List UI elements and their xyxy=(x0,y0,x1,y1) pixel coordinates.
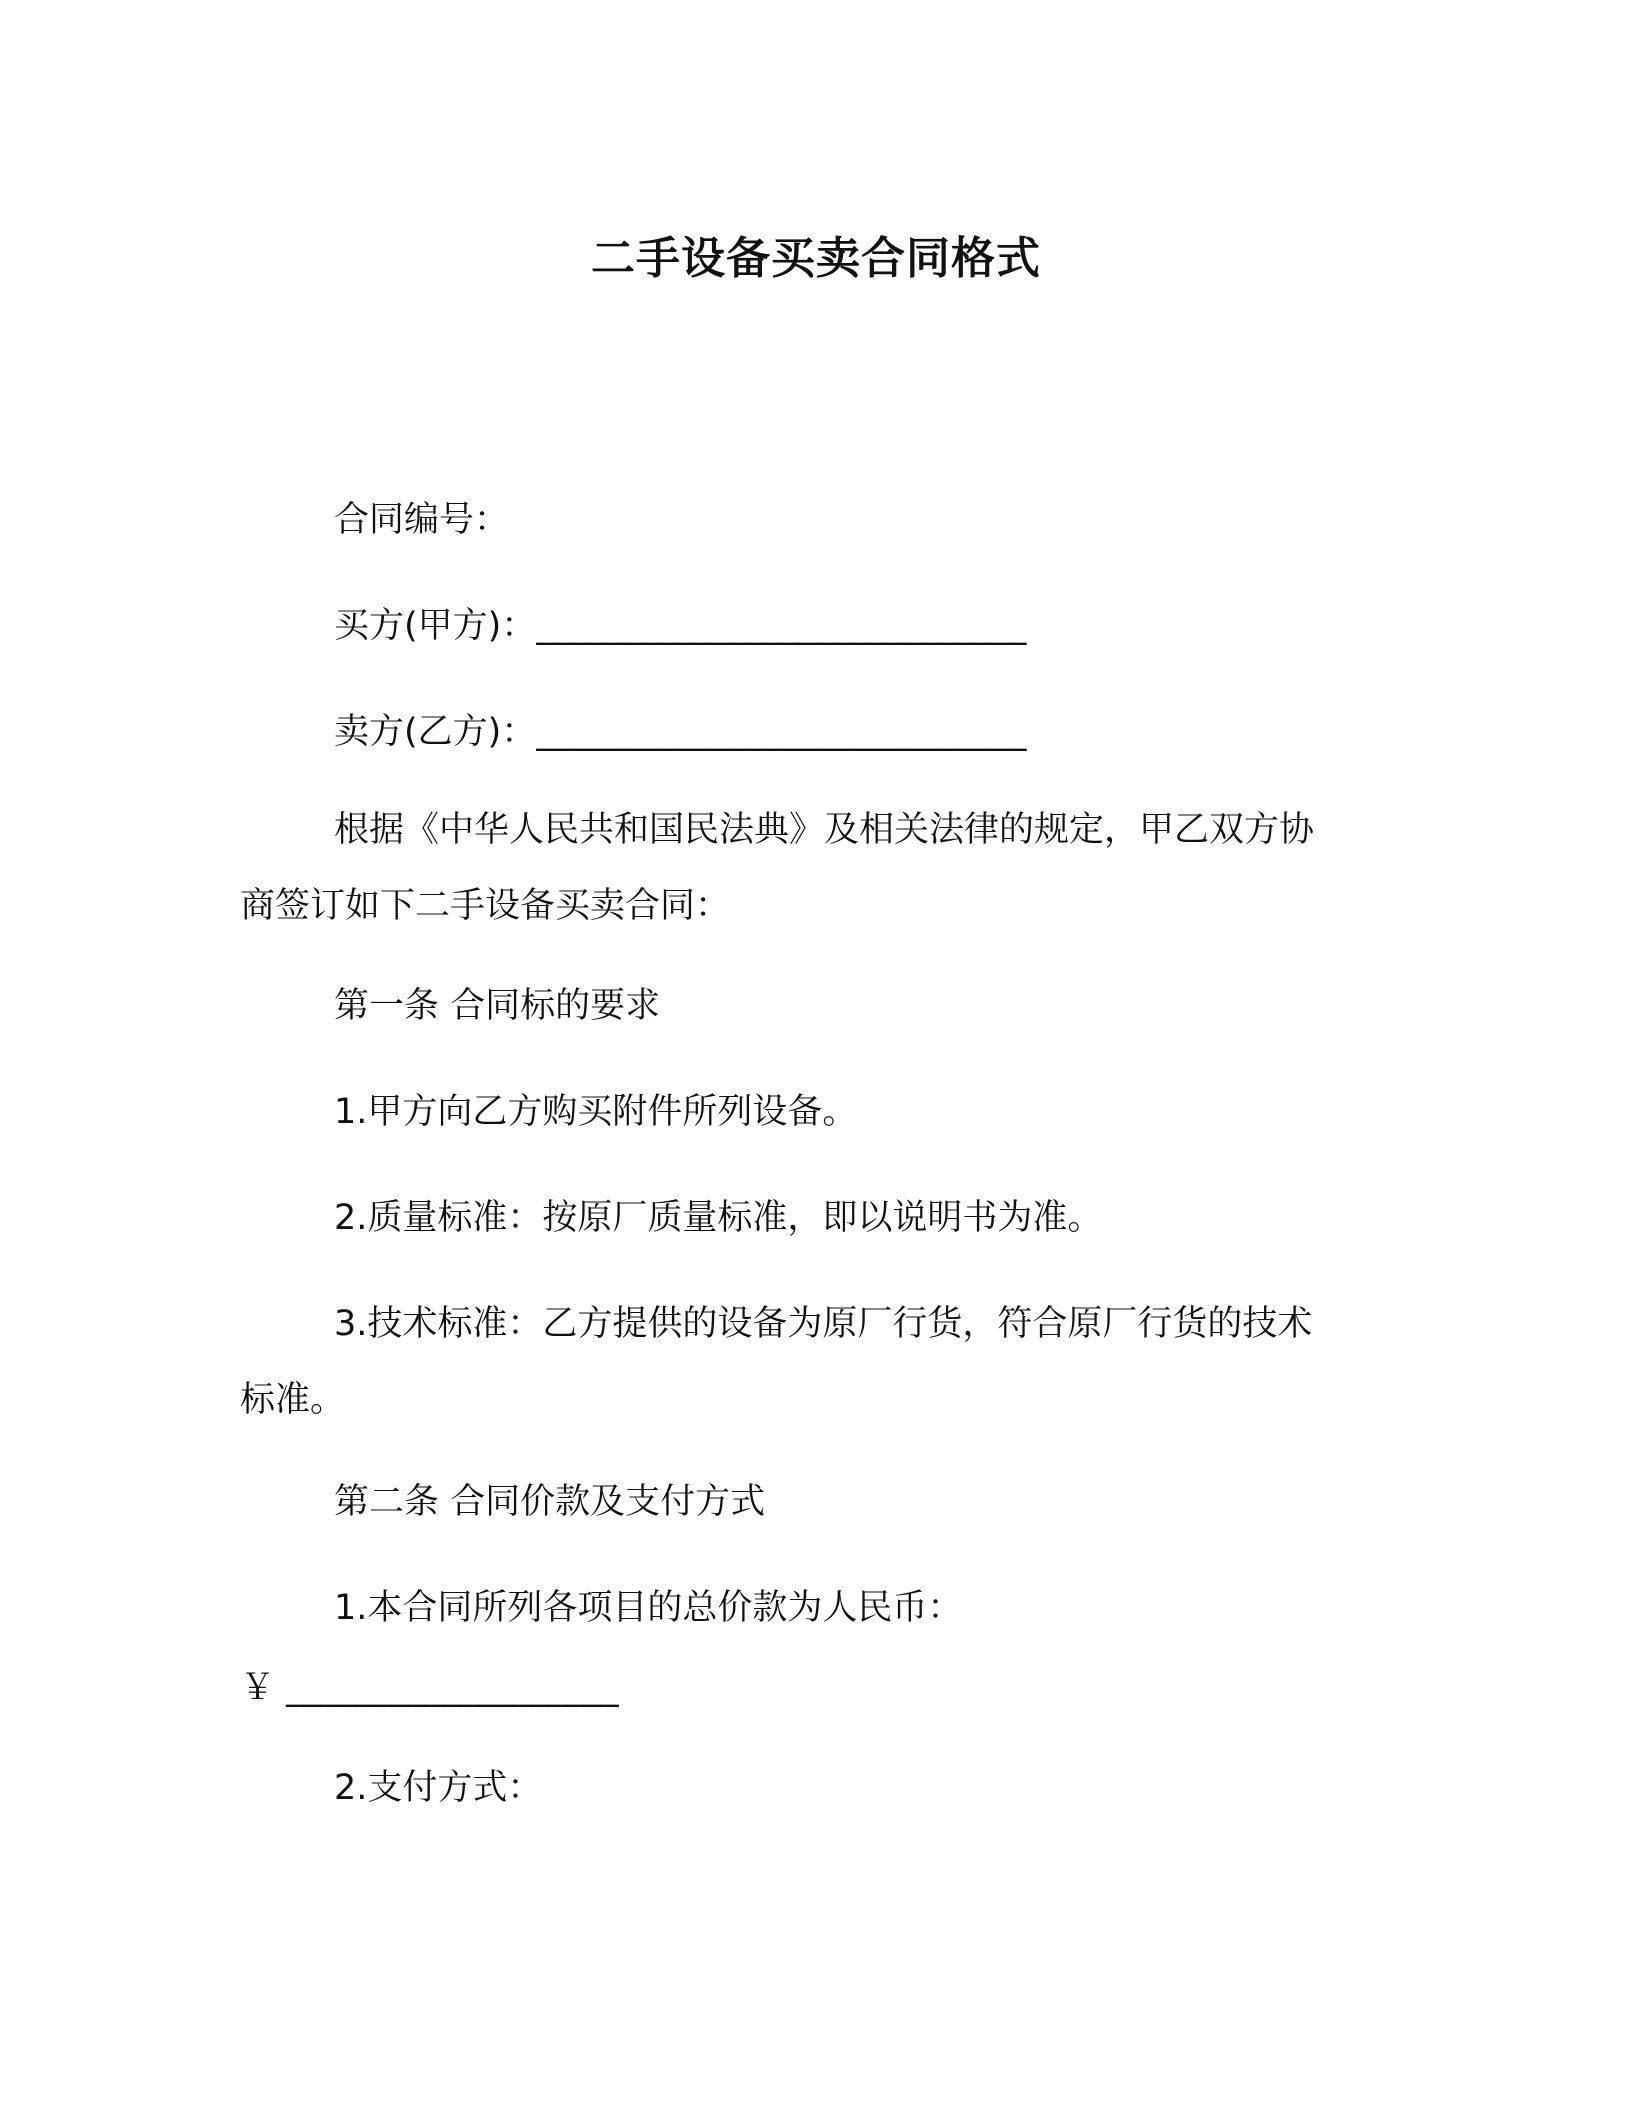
seller-field xyxy=(334,708,1026,756)
intro-paragraph-line-1: 根据《中华人民共和国民法典》及相关法律的规定，甲乙双方协 xyxy=(334,810,1315,850)
total-price-blank: ￥ ___________________ xyxy=(240,1668,619,1708)
article-2-item-1: 1.本合同所列各项目的总价款为人民币： xyxy=(334,1588,963,1628)
intro-paragraph-line-2: 商签订如下二手设备买卖合同： xyxy=(240,886,731,926)
article-1-item-3-line-1: 3.技术标准：乙方提供的设备为原厂行货，符合原厂行货的技术 xyxy=(334,1304,1313,1344)
article-1-heading: 第一条 合同标的要求 xyxy=(334,986,661,1026)
article-1-item-2: 2.质量标准：按原厂质量标准，即以说明书为准。 xyxy=(334,1198,1103,1238)
buyer-blank: ____________________________ xyxy=(536,606,1027,646)
article-1-item-1: 1.甲方向乙方购买附件所列设备。 xyxy=(334,1092,858,1132)
buyer-label: 买方(甲方)： xyxy=(334,606,537,646)
document-title: 二手设备买卖合同格式 xyxy=(591,233,1041,284)
seller-blank: ____________________________ xyxy=(536,712,1027,752)
article-2-heading: 第二条 合同价款及支付方式 xyxy=(334,1482,766,1522)
seller-label: 卖方(乙方)： xyxy=(334,712,537,752)
article-1-item-3-line-2: 标准。 xyxy=(240,1380,346,1420)
buyer-field xyxy=(334,602,1026,650)
article-2-item-2: 2.支付方式： xyxy=(334,1768,543,1808)
contract-number-label: 合同编号： xyxy=(334,500,510,540)
